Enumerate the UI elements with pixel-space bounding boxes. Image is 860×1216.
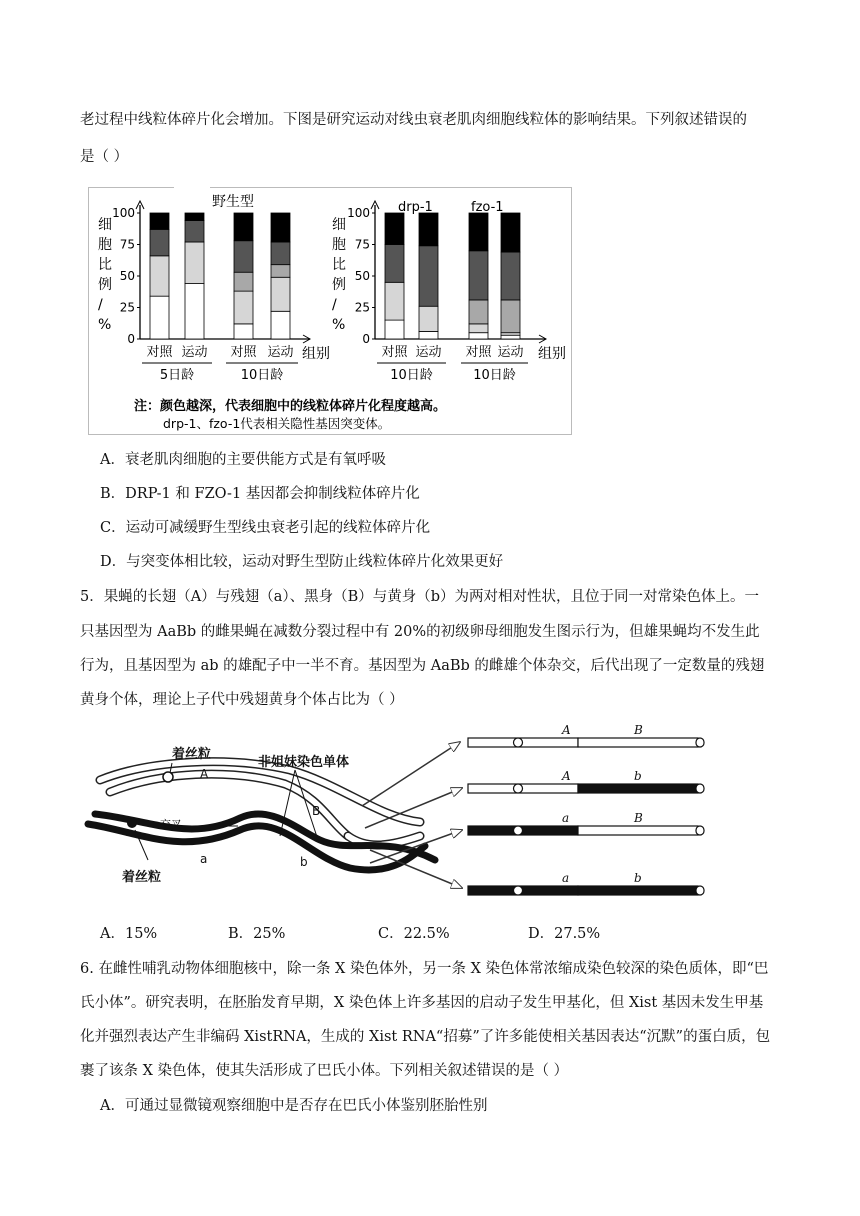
chromosome-right-segment (578, 886, 698, 895)
gene-label: b (634, 871, 642, 885)
bar-label: 运动 (267, 345, 294, 360)
gene-label: B (634, 723, 643, 737)
bar-label: 对照 (146, 345, 173, 360)
q6-line1: 6. 在雌性哺乳动物体细胞核中，除一条 X 染色体外，另一条 X 染色体常浓缩成染色较深的染色质体，即“巴 (80, 961, 769, 977)
centromere-white (163, 772, 173, 782)
label-gene-A: A (200, 767, 209, 781)
bar-segment (150, 256, 169, 296)
y-tick-label: 0 (127, 332, 135, 346)
y-axis-label-char: 比 (98, 257, 112, 273)
bar-segment (469, 251, 488, 300)
y-tick-label: 0 (362, 332, 370, 346)
bar-segment (234, 324, 253, 339)
q4-option-a: A．衰老肌肉细胞的主要供能方式是有氧呼吸 (100, 452, 386, 468)
q5-line2: 只基因型为 AaBb 的雌果蝇在减数分裂过程中有 20%的初级卵母细胞发生图示行为，但雄果蝇均不发生此 (80, 624, 760, 640)
bar-segment (234, 272, 253, 291)
bar-segment (501, 335, 520, 339)
bar-segment (271, 213, 290, 242)
bar-segment (385, 282, 404, 320)
group-label: 5日龄 (159, 368, 195, 383)
figure-note-line1: 注：颜色越深，代表细胞中的线粒体碎片化程度越高。 (134, 399, 447, 414)
bar-segment (150, 296, 169, 339)
chromosome-centromere (514, 738, 523, 747)
bar-segment (419, 246, 438, 306)
bar-segment (469, 213, 488, 251)
bar-segment (150, 213, 169, 229)
bar-segment (385, 320, 404, 339)
chromosome-end (696, 784, 704, 793)
gene-label: a (562, 871, 570, 885)
y-axis-label-char: / (98, 297, 103, 313)
bar-label: 运动 (415, 345, 442, 360)
white-chromatids (100, 762, 420, 845)
chromosome-end (696, 738, 704, 747)
q4-stacked-bar-figure (88, 187, 572, 435)
y-axis-label-char: / (332, 297, 337, 313)
bar-segment (419, 306, 438, 331)
y-axis-label-char: % (98, 317, 112, 333)
q4-option-b: B．DRP-1 和 FZO-1 基因都会抑制线粒体碎片化 (100, 486, 420, 502)
centromere-black (127, 818, 137, 828)
q5-crossover-diagram (80, 718, 720, 908)
y-axis-label-char: 细 (98, 217, 112, 233)
bar-segment (234, 291, 253, 324)
label-mask (174, 187, 210, 209)
y-axis-label-char: 胞 (332, 237, 346, 253)
label-gene-b: b (300, 855, 308, 869)
q4-option-d: D．与突变体相比较，运动对野生型防止线粒体碎片化效果更好 (100, 554, 504, 570)
bar-label: 对照 (230, 345, 257, 360)
y-tick-label: 75 (354, 237, 370, 252)
bar-segment (469, 333, 488, 339)
group-label: 10日龄 (473, 368, 516, 383)
bar-segment (234, 213, 253, 241)
y-tick-label: 50 (119, 269, 135, 283)
chromosome-right-segment (578, 738, 698, 747)
q6-line3: 化并强烈表达产生非编码 XistRNA，生成的 Xist RNA“招募”了许多能使相关基因表达“沉默”的蛋白质，包 (80, 1029, 771, 1045)
x-axis-label: 组别 (302, 346, 330, 362)
bar-segment (501, 252, 520, 300)
q6-line4: 裹了该条 X 染色体，使其失活形成了巴氏小体。下列相关叙述错误的是（ ） (80, 1063, 569, 1079)
bar-segment (271, 242, 290, 265)
label-gene-B: B (312, 804, 321, 818)
q5-option-a: A．15% (100, 926, 158, 942)
y-tick-label: 25 (354, 300, 370, 315)
bar-label: 对照 (465, 345, 492, 360)
q5-line3: 行为，且基因型为 ab 的雄配子中一半不育。基因型为 AaBb 的雌雄个体杂交，后代出现了一定数量的残翅 (80, 658, 765, 674)
group-label: 10日龄 (240, 368, 284, 383)
bar-segment (185, 284, 204, 339)
label-centromere-top: 着丝粒 (172, 747, 212, 762)
y-axis-label-char: 例 (332, 277, 346, 293)
gene-label: b (634, 769, 642, 783)
bar-segment (385, 245, 404, 283)
bar-segment (419, 213, 438, 246)
wild-type-label: 野生型 (212, 194, 254, 210)
q4-intro-line2: 是（ ） (80, 149, 129, 165)
bar-segment (501, 213, 520, 252)
bar-segment (469, 300, 488, 324)
y-tick-label: 50 (354, 269, 370, 283)
group-label: 10日龄 (390, 368, 433, 383)
fzo1-label: fzo-1 (471, 200, 504, 215)
q5-option-b: B．25% (228, 926, 286, 942)
bar-segment (271, 277, 290, 311)
bar-segment (271, 311, 290, 339)
q5-line1: 5．果蝇的长翅（A）与残翅（a）、黑身（B）与黄身（b）为两对相对性状，且位于同一对常染色体上。一 (80, 589, 760, 605)
y-tick-label: 75 (119, 237, 135, 252)
y-axis-label-char: 细 (332, 217, 346, 233)
bar-segment (385, 213, 404, 245)
gene-label: a (562, 811, 570, 825)
q5-option-c: C．22.5% (378, 926, 450, 942)
gene-label: B (634, 811, 643, 825)
chromosome-centromere (514, 784, 523, 793)
q5-option-d: D．27.5% (528, 926, 601, 942)
bar-segment (185, 213, 204, 221)
gene-label: A (562, 769, 571, 783)
q4-option-c: C．运动可减缓野生型线虫衰老引起的线粒体碎片化 (100, 520, 431, 536)
q6-line2: 氏小体”。研究表明，在胚胎发育早期，X 染色体上许多基因的启动子发生甲基化，但 Xist 基因未发生甲基 (80, 995, 764, 1011)
y-axis-label-char: 例 (98, 277, 112, 293)
bar-segment (185, 242, 204, 284)
bar-segment (501, 300, 520, 333)
bar-segment (419, 331, 438, 339)
bar-segment (271, 265, 290, 278)
bar-segment (150, 229, 169, 255)
q5-line4: 黄身个体，理论上子代中残翅黄身个体占比为（ ） (80, 692, 404, 708)
bar-label: 运动 (181, 345, 208, 360)
drp1-label: drp-1 (398, 200, 433, 215)
chromosome-end (696, 886, 704, 895)
bar-segment (469, 324, 488, 333)
y-tick-label: 100 (347, 206, 370, 220)
gene-label: A (562, 723, 571, 737)
q4-intro-line1: 老过程中线粒体碎片化会增加。下图是研究运动对线虫衰老肌肉细胞线粒体的影响结果。下列叙述错误的 (80, 112, 747, 128)
label-gene-a: a (200, 852, 208, 866)
bar-segment (234, 241, 253, 273)
y-tick-label: 100 (112, 206, 135, 220)
figure-note-line2: drp-1、fzo-1代表相关隐性基因突变体。 (163, 416, 391, 431)
chromosome-centromere (514, 826, 523, 835)
q6-option-a: A．可通过显微镜观察细胞中是否存在巴氏小体鉴别胚胎性别 (100, 1098, 488, 1114)
chromosome-right-segment (578, 784, 698, 793)
label-centromere-bottom: 着丝粒 (122, 870, 162, 885)
bar-segment (185, 221, 204, 242)
label-chiasma: 交叉 (160, 818, 182, 831)
x-axis-label: 组别 (538, 346, 566, 362)
chromosome-end (696, 826, 704, 835)
chromosome-right-segment (578, 826, 698, 835)
y-tick-label: 25 (119, 300, 135, 315)
y-axis-label-char: 胞 (98, 237, 112, 253)
chromosome-centromere (514, 886, 523, 895)
y-axis-label-char: % (332, 317, 346, 333)
y-axis-label-char: 比 (332, 257, 346, 273)
bar-label: 对照 (381, 345, 408, 360)
bar-label: 运动 (497, 345, 524, 360)
label-nonsister: 非姐妹染色单体 (258, 755, 350, 770)
